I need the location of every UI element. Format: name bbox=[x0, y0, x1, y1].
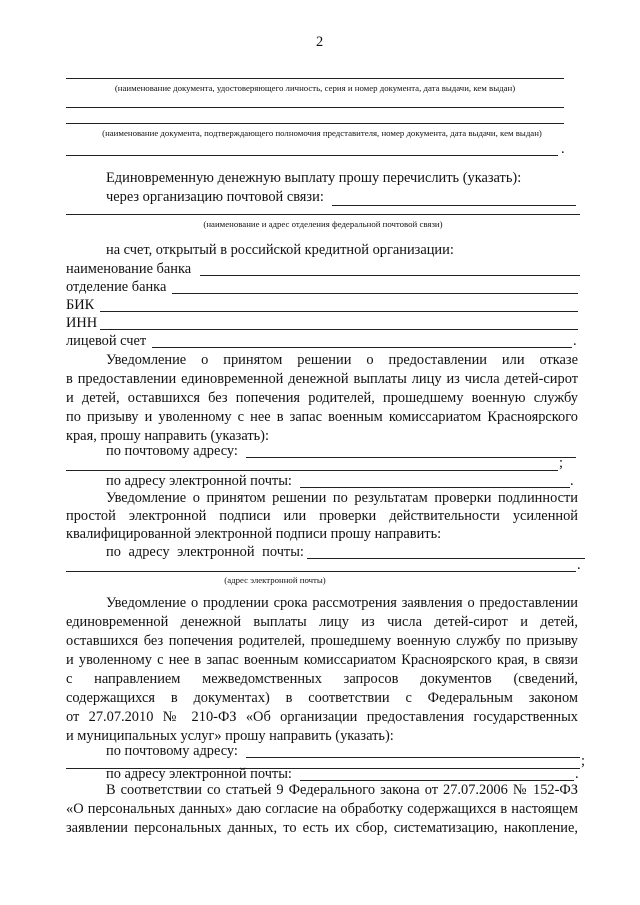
notice1-period: . bbox=[570, 473, 574, 489]
notice1-line-5: края, прошу направить (указать): bbox=[66, 428, 269, 444]
inn-label: ИНН bbox=[66, 315, 98, 331]
account-field[interactable] bbox=[152, 347, 572, 348]
page-number: 2 bbox=[316, 34, 324, 50]
account-label: лицевой счет bbox=[66, 333, 147, 349]
notice1-semicolon: ; bbox=[559, 455, 563, 471]
notice1-by-post-label: по почтовому адресу: bbox=[106, 443, 238, 459]
bank-name-field[interactable] bbox=[200, 275, 580, 276]
post-office-caption: (наименование и адрес отделения федеральной почтовой связи) bbox=[203, 219, 443, 229]
consent-line-2: «О персональных данных» даю согласие на обработку содержащихся в настоящем bbox=[66, 801, 578, 817]
notice3-line-2: единовременной денежной выплаты лицу из числа детей-сирот и детей, bbox=[66, 614, 578, 630]
notice1-email-field[interactable] bbox=[300, 487, 570, 488]
notice3-line-4: и уволенному с нее в запас военным комиссариатом Красноярского края, в связи bbox=[66, 652, 578, 668]
notice2-email-field[interactable] bbox=[307, 558, 585, 559]
notice3-line-1: Уведомление о продлении срока рассмотрения заявления о предоставлении bbox=[106, 595, 578, 611]
rep-doc-period: . bbox=[561, 141, 565, 157]
notice2-line-2: простой электронной подписи или проверки действительности усиленной bbox=[66, 508, 578, 524]
notice3-semicolon: ; bbox=[581, 753, 585, 769]
rep-doc-line[interactable] bbox=[66, 123, 564, 124]
bank-name-label: наименование банка bbox=[66, 261, 192, 277]
bank-branch-label: отделение банка bbox=[66, 279, 167, 295]
notice1-line-2: в предоставлении единовременной денежной выплаты лицу из числа детей-сирот bbox=[66, 371, 578, 387]
bank-account-label: на счет, открытый в российской кредитной организации: bbox=[106, 242, 454, 258]
notice3-line-7: от 27.07.2010 № 210-ФЗ «Об организации предоставления государственных bbox=[66, 709, 578, 725]
payment-intro: Единовременную денежную выплату прошу перечислить (указать): bbox=[106, 170, 522, 186]
notice3-email-field[interactable] bbox=[300, 780, 574, 781]
bank-branch-field[interactable] bbox=[172, 293, 578, 294]
email-caption: (адрес электронной почты) bbox=[224, 575, 326, 585]
notice1-post-field[interactable] bbox=[246, 457, 576, 458]
bik-label: БИК bbox=[66, 297, 95, 313]
notice3-line-6: содержащихся в документах) в соответствии с Федеральным законом bbox=[66, 690, 578, 706]
via-post-line[interactable] bbox=[332, 205, 576, 206]
consent-line-3: заявлении персональных данных, то есть их сбор, систематизацию, накопление, bbox=[66, 820, 578, 836]
notice2-by-email-label: по адресу электронной почты: bbox=[106, 544, 304, 560]
notice1-by-email-label: по адресу электронной почты: bbox=[106, 473, 292, 489]
inn-field[interactable] bbox=[100, 329, 578, 330]
post-office-line[interactable] bbox=[66, 214, 580, 215]
identity-doc-line-2[interactable] bbox=[66, 107, 564, 108]
notice3-post-field[interactable] bbox=[246, 757, 580, 758]
notice1-line-1: Уведомление о принятом решении о предоставлении или отказе bbox=[106, 352, 578, 368]
notice1-post-field-2[interactable] bbox=[66, 470, 558, 471]
identity-doc-line[interactable] bbox=[66, 78, 564, 79]
rep-doc-line-2[interactable] bbox=[66, 155, 558, 156]
notice2-line-1: Уведомление о принятом решении по результатам проверки подлинности bbox=[106, 490, 578, 506]
notice2-period: . bbox=[577, 557, 581, 573]
notice1-line-4: по призыву и уволенному с нее в запас военным комиссариатом Красноярского bbox=[66, 409, 578, 425]
rep-doc-caption: (наименование документа, подтверждающего полномочия представителя, номер документа, дата выдачи, кем выдан) bbox=[102, 128, 542, 138]
via-post-label: через организацию почтовой связи: bbox=[106, 189, 324, 205]
notice1-line-3: и детей, оставшихся без попечения родителей, прошедшему военную службу bbox=[66, 390, 578, 406]
consent-line-1: В соответствии со статьей 9 Федерального закона от 27.07.2006 № 152-ФЗ bbox=[106, 782, 578, 798]
notice3-line-5: с направлением межведомственных запросов документов (сведений, bbox=[66, 671, 578, 687]
notice2-line-3: квалифицированной электронной подписи прошу направить: bbox=[66, 526, 442, 542]
notice3-by-email-label: по адресу электронной почты: bbox=[106, 766, 292, 782]
notice3-line-3: оставшихся без попечения родителей, прошедшему военную службу по призыву bbox=[66, 633, 578, 649]
notice2-email-field-2[interactable] bbox=[66, 571, 576, 572]
bik-field[interactable] bbox=[100, 311, 578, 312]
notice3-line-8: и муниципальных услуг» прошу направить (указать): bbox=[66, 728, 394, 744]
account-period: . bbox=[573, 333, 577, 349]
identity-doc-caption: (наименование документа, удостоверяющего личность, серия и номер документа, дата выдачи, кем выдан) bbox=[114, 83, 516, 93]
notice3-by-post-label: по почтовому адресу: bbox=[106, 743, 238, 759]
notice3-period: . bbox=[575, 766, 579, 782]
